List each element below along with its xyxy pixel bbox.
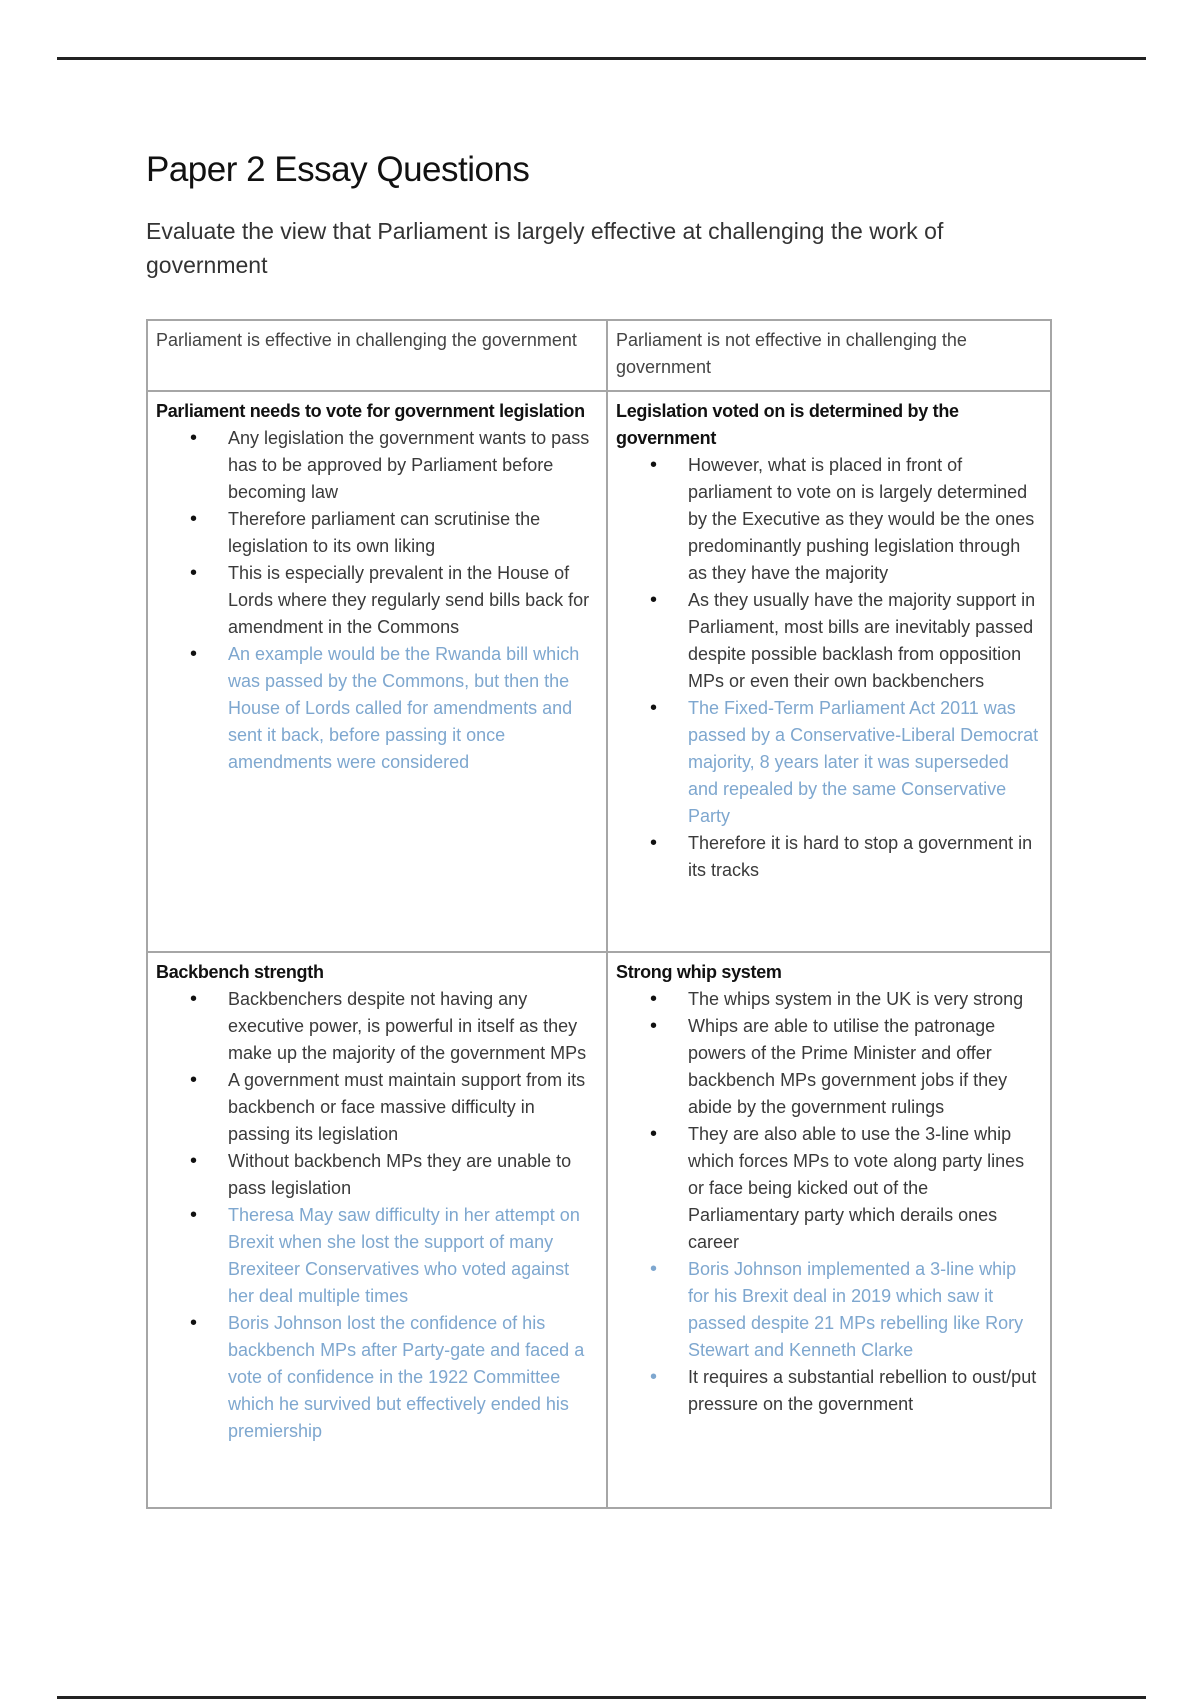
argument-points — [156, 986, 598, 1445]
argument-cell — [147, 952, 607, 1508]
list-item: • A government must maintain support from its backbench or face massive difficulty in passing its legislation — [228, 1067, 598, 1148]
list-item: • They are also able to use the 3-line whip which forces MPs to vote along party lines or face being kicked out of the Parliamentary party which derails ones career — [688, 1121, 1042, 1256]
header-rule — [57, 57, 1146, 60]
header-not-effective: Parliament is not effective in challenging the government — [607, 320, 1051, 391]
list-item: • Therefore parliament can scrutinise the legislation to its own liking — [228, 506, 598, 560]
table-row — [147, 391, 1051, 952]
page-title: Paper 2 Essay Questions — [146, 150, 530, 189]
list-item: • Whips are able to utilise the patronage powers of the Prime Minister and offer backbench MPs government jobs if they abide by the government rulings — [688, 1013, 1042, 1121]
table-header-row — [147, 320, 1051, 391]
example-list-item: • Boris Johnson implemented a 3-line whip for his Brexit deal in 2019 which saw it passed despite 21 MPs rebelling like Rory Stewart and Kenneth Clarke — [688, 1256, 1042, 1364]
list-item: • The whips system in the UK is very strong — [688, 986, 1042, 1013]
argument-points — [616, 452, 1042, 884]
footer-rule — [57, 1696, 1146, 1699]
argument-table — [146, 319, 1052, 1509]
argument-cell — [147, 391, 607, 952]
table-row — [147, 952, 1051, 1508]
argument-points — [156, 425, 598, 776]
argument-heading: Parliament needs to vote for government legislation — [156, 401, 585, 421]
list-item: • Therefore it is hard to stop a government in its tracks — [688, 830, 1042, 884]
example-list-item: • An example would be the Rwanda bill which was passed by the Commons, but then the House of Lords called for amendments and sent it back, before passing it once amendments were considered — [228, 641, 598, 776]
argument-points — [616, 986, 1042, 1418]
argument-heading: Backbench strength — [156, 962, 324, 982]
argument-heading: Legislation voted on is determined by the government — [616, 401, 959, 448]
list-item: • Any legislation the government wants to pass has to be approved by Parliament before becoming law — [228, 425, 598, 506]
example-list-item: • Theresa May saw difficulty in her attempt on Brexit when she lost the support of many Brexiteer Conservatives who voted against her deal multiple times — [228, 1202, 598, 1310]
list-item: • It requires a substantial rebellion to oust/put pressure on the government — [688, 1364, 1042, 1418]
list-item: • Without backbench MPs they are unable to pass legislation — [228, 1148, 598, 1202]
example-list-item: • The Fixed-Term Parliament Act 2011 was passed by a Conservative-Liberal Democrat majority, 8 years later it was superseded and repealed by the same Conservative Party — [688, 695, 1042, 830]
list-item: • However, what is placed in front of parliament to vote on is largely determined by the Executive as they would be the ones predominantly pushing legislation through as they have the majority — [688, 452, 1042, 587]
list-item: • This is especially prevalent in the House of Lords where they regularly send bills back for amendment in the Commons — [228, 560, 598, 641]
argument-heading: Strong whip system — [616, 962, 782, 982]
essay-question: Evaluate the view that Parliament is largely effective at challenging the work of government — [146, 218, 944, 278]
counter-argument-cell — [607, 391, 1051, 952]
example-list-item: • Boris Johnson lost the confidence of his backbench MPs after Party-gate and faced a vote of confidence in the 1922 Committee which he survived but effectively ended his premiership — [228, 1310, 598, 1445]
header-effective: Parliament is effective in challenging the government — [147, 320, 607, 391]
list-item: • Backbenchers despite not having any executive power, is powerful in itself as they make up the majority of the government MPs — [228, 986, 598, 1067]
counter-argument-cell — [607, 952, 1051, 1508]
list-item: • As they usually have the majority support in Parliament, most bills are inevitably passed despite possible backlash from opposition MPs or even their own backbenchers — [688, 587, 1042, 695]
